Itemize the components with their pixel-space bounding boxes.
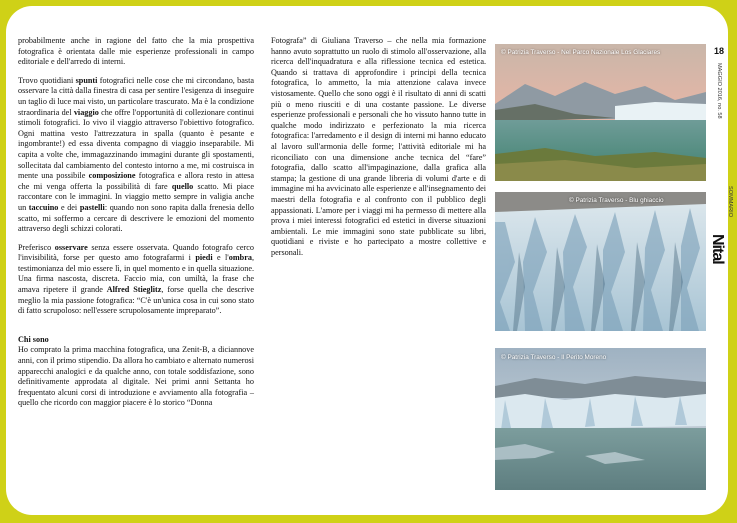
paragraph: probabilmente anche in ragione del fatto che la mia prospettiva fotografica è orientata dalle mie esperienze professionali in campo editoriale e dell'arredo di interni. bbox=[18, 36, 254, 67]
landscape-photo bbox=[495, 44, 706, 181]
text-column-left bbox=[18, 36, 254, 417]
paragraph: Fotografa” di Giuliana Traverso – che nella mia formazione hanno avuto soprattutto un ruolo di stimolo all'osservazione, alla ricerca dell'inquadratura e alla riflessione tecnica ed estetica. Quando si trattava di approfondire i principi della tecnica fotografica, lo ammetto, la mia attenzione calava invece vistosamente. Quello che sono oggi è il risultato di anni di scatti più o meno riusciti e di una costante passione. Le diverse esperienze professionali e personali che ho vissuto hanno tutte in qualche modo indirizzato e perfezionato la mia ricerca fotografica: l'arredamento e il design di interni mi hanno educato al lavoro sull'armonia delle forme; l'attività editoriale mi ha riconciliato con una dimensione anche tecnica del “fare” fotografia, dallo scatto all'impaginazione, dalla grafica alla stampa; la gestione di una grande libreria di volumi d'arte e di immagine mi ha avvicinato alle esperienze e all'insegnamento dei maestri della fotografia e al confronto con il pubblico degli appassionati. L'amore per i viaggi mi ha permesso di mettere alla prova i miei interessi fotografici ed estetici in diverse situazioni ambientali. Le mie immagini sono state pubblicate su libri, quotidiani e riviste e ho partecipato a mostre collettive e personali. bbox=[271, 36, 486, 257]
glacier-front-photo bbox=[495, 348, 706, 490]
issue-label: MAGGIO 2016, no. 58 bbox=[716, 63, 723, 119]
paragraph: Ho comprato la prima macchina fotografica, una Zenit-B, a diciannove anni, con il primo stipendio. Da allora ho cambiato e alternato numerosi apparecchi analogici e da qualche anno, con totale soddisfazione, sono definitivamente approdata al digitale. Nei primi anni Settanta ho frequentato alcuni corsi di introduzione e avviamento alla fotografia – quello che ricordo con maggior piacere è lo storico “Donna bbox=[18, 345, 254, 408]
page-number: 18 bbox=[713, 46, 724, 56]
text-column-middle bbox=[271, 36, 486, 266]
sidebar bbox=[709, 6, 733, 515]
nital-logo: Nital bbox=[709, 234, 726, 264]
magazine-page bbox=[6, 6, 733, 515]
glacier-photo bbox=[495, 192, 706, 331]
paragraph: Preferisco osservare senza essere osservata. Quando fotografo cerco l'invisibilità, forse per questo amo fotografarmi i piedi e l'ombra, testimonianza del mio essere lì, in quel momento e in quella situazione. Una firma nascosta, discreta. Faccio mia, con umiltà, la frase che amava ripetere il grande Alfred Stieglitz, forse quella che descrive meglio la mia passione fotografica: “C'è un'unica cosa in cui sono stato di fatto scrupoloso: nell'essere scrupolosamente impreparato”. bbox=[18, 242, 254, 316]
paragraph: Trovo quotidiani spunti fotografici nelle cose che mi circondano, basta osservare la città dalla finestra di casa per sentire l'esigenza di inseguire un taglio di luce mai visto, un particolare trascurato. Ma è la condizione straordinaria del viaggio che offre l'opportunità di collezionare continui stimoli fotografici. Io vivo il viaggio attraverso l'obiettivo fotografico. Ogni mattina vesto l'attrezzatura in spalla (quanto è pesante e ingombrante!) ed essa diventa compagno di viaggio inseparabile. Mi capita a volte che, immagazzinando immagini durante gli spostamenti, sollecitata dal cambiamento del contesto intorno a me, mi costruisca in mente una possibile composizione fotografica e allora resto in attesa che mi venga offerta la possibilità di fare quello scatto. Mi piace raccontare con le immagini. In viaggio metto sempre in valigia anche un taccuino e dei pastelli: quando non sono rapita dalla frenesia dello scatto, mi soffermo a cercare di descrivere le emozioni del momento attraverso degli schizzi colorati. bbox=[18, 75, 254, 234]
section-label[interactable]: SOMMARIO bbox=[726, 186, 733, 218]
photo-caption: © Patrizia Traverso - Blu ghiaccio bbox=[569, 197, 664, 204]
section-heading: Chi sono bbox=[18, 334, 49, 344]
photo-caption: © Patrizia Traverso - Il Perito Moreno bbox=[501, 354, 607, 361]
photo-caption: © Patrizia Traverso - Nel Parco Nazionale Los Glaciares bbox=[501, 49, 661, 56]
